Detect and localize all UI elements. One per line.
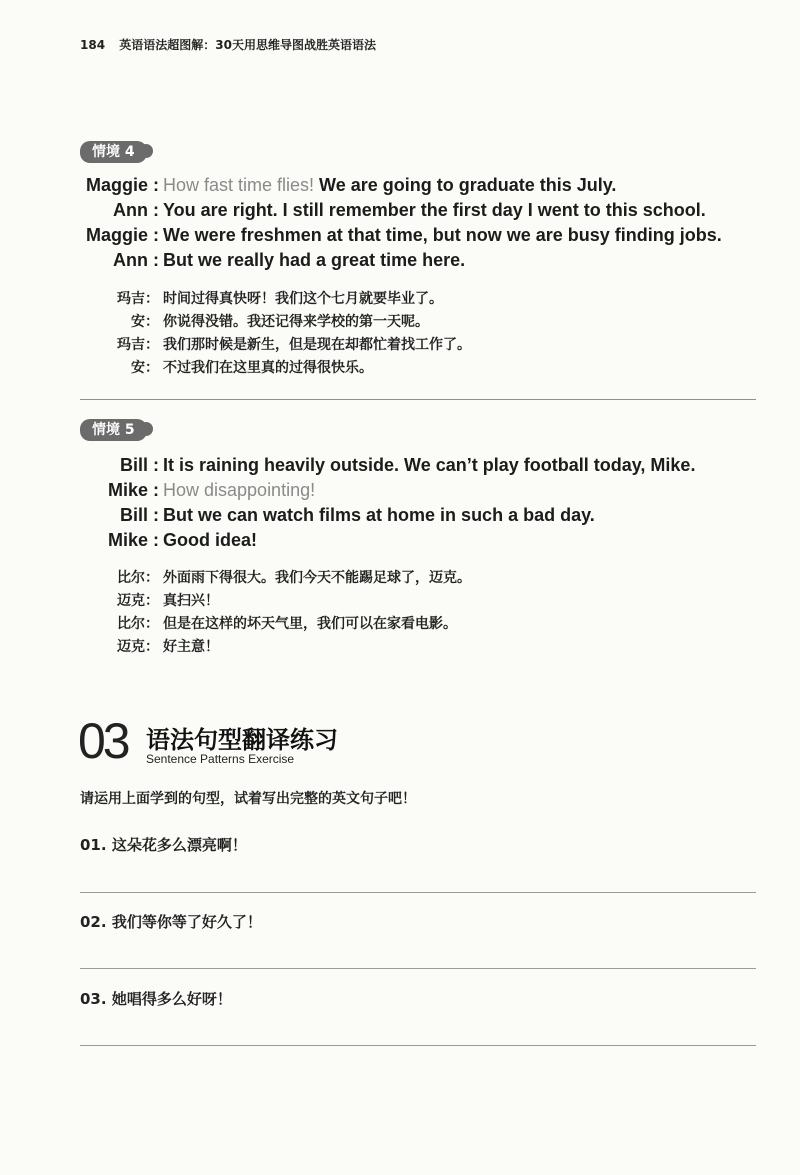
speaker: Mike : bbox=[107, 480, 159, 500]
dialogue-text: We are going to graduate this July. bbox=[314, 175, 617, 195]
translation-line bbox=[0, 311, 800, 334]
book-title: 英语语法超图解：30天用思维导图战胜英语语法 bbox=[119, 38, 376, 52]
dialogue-line bbox=[0, 223, 800, 248]
dialogue-text: Good idea! bbox=[163, 530, 257, 550]
page-header bbox=[80, 36, 376, 53]
speaker: Maggie : bbox=[85, 225, 159, 245]
speaker: Mike : bbox=[107, 530, 159, 550]
highlight-phrase: How fast time flies! bbox=[163, 175, 315, 195]
scene-badge-5: 情境 5 bbox=[80, 419, 147, 441]
divider bbox=[80, 399, 756, 400]
page-number: 184 bbox=[80, 38, 106, 52]
highlight-phrase: How disappointing! bbox=[163, 480, 316, 500]
speaker: Bill : bbox=[120, 455, 159, 475]
exercise-item bbox=[80, 911, 262, 932]
dialogue-line bbox=[0, 173, 800, 198]
speaker: 比尔： bbox=[117, 570, 159, 586]
dialogue-text: We were freshmen at that time, but now we are busy finding jobs. bbox=[163, 225, 722, 245]
translation-text: 时间过得真快呀！我们这个七月就要毕业了。 bbox=[163, 291, 443, 307]
section-subtitle: Sentence Patterns Exercise bbox=[146, 752, 295, 766]
scene-badge-4: 情境 4 bbox=[80, 141, 147, 163]
exercise-label: 02. bbox=[80, 913, 107, 931]
speaker: 玛吉： bbox=[117, 291, 159, 307]
exercise-instruction: 请运用上面学到的句型，试着写出完整的英文句子吧！ bbox=[80, 791, 416, 807]
speaker: 迈克： bbox=[117, 593, 159, 609]
section-title: 语法句型翻译练习 bbox=[146, 726, 338, 754]
dialogue-text: It is raining heavily outside. We can’t play football today, Mike. bbox=[163, 455, 696, 475]
dialogue-line bbox=[0, 198, 800, 223]
exercise-label: 03. bbox=[80, 990, 107, 1008]
speaker: 安： bbox=[131, 314, 159, 330]
translation-line bbox=[0, 613, 800, 636]
dialogue-line bbox=[0, 528, 800, 553]
dialogue-line bbox=[0, 453, 800, 478]
translation-text: 不过我们在这里真的过得很快乐。 bbox=[163, 360, 373, 376]
dialogue-line bbox=[0, 503, 800, 528]
speaker: 比尔： bbox=[117, 616, 159, 632]
exercise-text: 她唱得多么好呀！ bbox=[111, 990, 232, 1008]
translation-text: 外面雨下得很大。我们今天不能踢足球了，迈克。 bbox=[163, 570, 471, 586]
exercise-label: 01. bbox=[80, 836, 107, 854]
speaker: Ann : bbox=[113, 200, 159, 220]
exercise-text: 我们等你等了好久了！ bbox=[111, 913, 262, 931]
speaker: Maggie : bbox=[85, 175, 159, 195]
dialogue-text: But we really had a great time here. bbox=[163, 250, 466, 270]
speaker: 玛吉： bbox=[117, 337, 159, 353]
speaker: 迈克： bbox=[117, 639, 159, 655]
scene4-translation bbox=[0, 288, 800, 380]
translation-line bbox=[0, 288, 800, 311]
translation-line bbox=[0, 334, 800, 357]
dialogue-text: You are right. I still remember the first day I went to this school. bbox=[163, 200, 706, 220]
translation-text: 但是在这样的坏天气里，我们可以在家看电影。 bbox=[163, 616, 457, 632]
speaker: Bill : bbox=[120, 505, 159, 525]
speaker: Ann : bbox=[113, 250, 159, 270]
section-number: 03 bbox=[78, 713, 128, 769]
answer-line[interactable] bbox=[80, 892, 756, 893]
scene4-dialogue bbox=[0, 173, 800, 273]
translation-text: 你说得没错。我还记得来学校的第一天呢。 bbox=[163, 314, 429, 330]
translation-text: 我们那时候是新生，但是现在却都忙着找工作了。 bbox=[163, 337, 471, 353]
translation-line bbox=[0, 590, 800, 613]
translation-line bbox=[0, 567, 800, 590]
scene5-translation bbox=[0, 567, 800, 659]
dialogue-line bbox=[0, 248, 800, 273]
exercise-item bbox=[80, 988, 232, 1009]
answer-line[interactable] bbox=[80, 968, 756, 969]
translation-line bbox=[0, 636, 800, 659]
dialogue-text: But we can watch films at home in such a bad day. bbox=[163, 505, 595, 525]
translation-text: 真扫兴！ bbox=[163, 593, 219, 609]
exercise-text: 这朵花多么漂亮啊！ bbox=[111, 836, 247, 854]
translation-line bbox=[0, 357, 800, 380]
scene5-dialogue bbox=[0, 453, 800, 553]
dialogue-line bbox=[0, 478, 800, 503]
answer-line[interactable] bbox=[80, 1045, 756, 1046]
exercise-item bbox=[80, 834, 247, 855]
speaker: 安： bbox=[131, 360, 159, 376]
translation-text: 好主意！ bbox=[163, 639, 219, 655]
